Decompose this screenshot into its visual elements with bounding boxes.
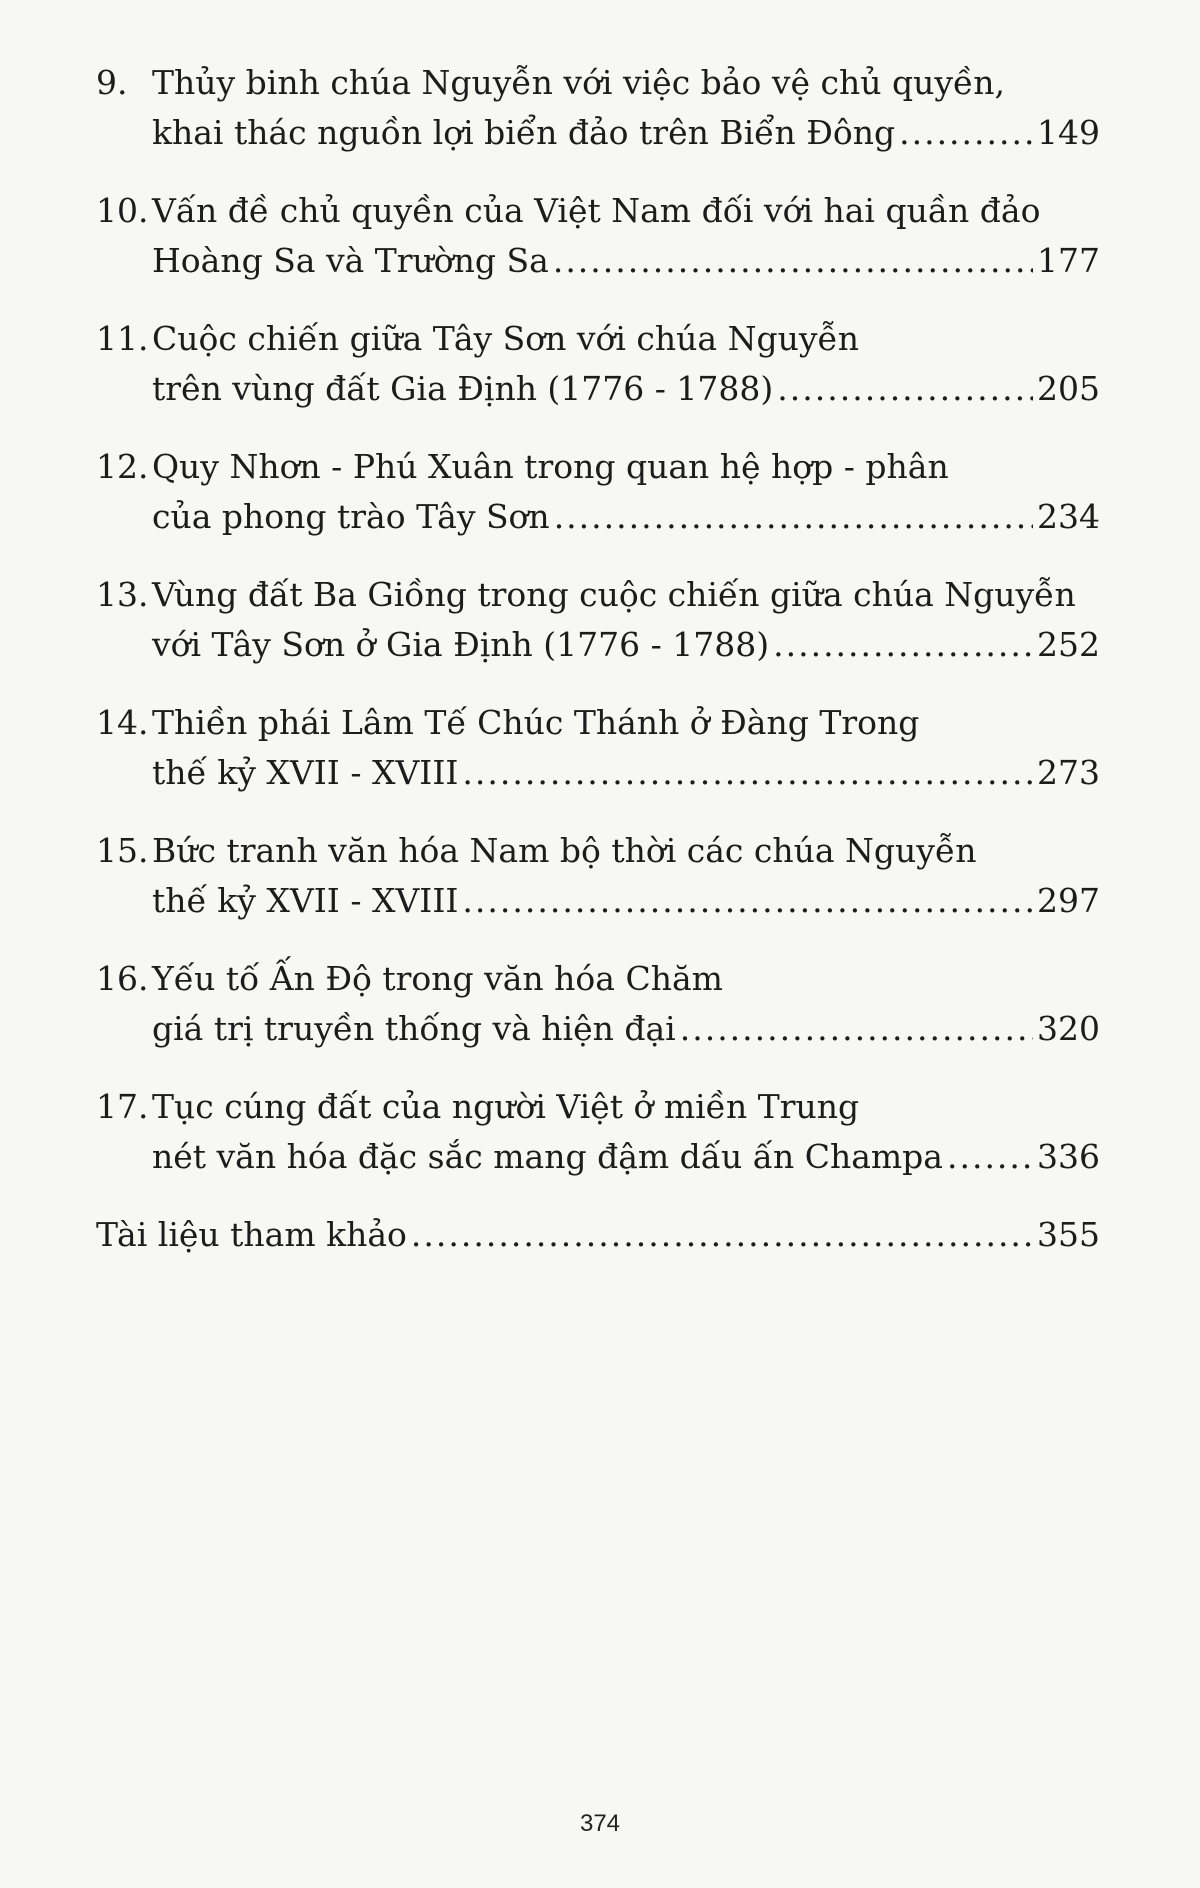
dot-leader [777, 364, 1033, 414]
dot-leader [462, 876, 1033, 926]
entry-title-line2: giá trị truyền thống và hiện đại [152, 1009, 676, 1048]
entry-title-line1: Vấn đề chủ quyền của Việt Nam đối với hai quần đảo [152, 191, 1041, 230]
entry-number: 9. [96, 63, 128, 102]
entry-number: 16. [96, 959, 149, 998]
entry-page-number: 205 [1037, 369, 1100, 408]
dot-leader [554, 492, 1033, 542]
dot-leader [411, 1210, 1033, 1260]
page-number: 374 [579, 1810, 621, 1837]
toc-entry-12 [96, 442, 1100, 542]
toc-entry-references [96, 1210, 1100, 1260]
entry-title-line2: Hoàng Sa và Trường Sa [152, 241, 549, 280]
entry-title-line1: Tục cúng đất của người Việt ở miền Trung [152, 1087, 860, 1126]
entry-number: 11. [96, 319, 149, 358]
entry-title-line2: của phong trào Tây Sơn [152, 497, 550, 536]
entry-title-line2: trên vùng đất Gia Định (1776 - 1788) [152, 369, 774, 408]
entry-number: 15. [96, 831, 149, 870]
references-page-number: 355 [1037, 1215, 1100, 1254]
entry-page-number: 234 [1037, 497, 1100, 536]
toc-entry-13 [96, 570, 1100, 670]
toc-entry-9 [96, 58, 1100, 158]
entry-page-number: 297 [1037, 881, 1100, 920]
entry-number: 12. [96, 447, 149, 486]
toc-entry-10 [96, 186, 1100, 286]
entry-title-line1: Thủy binh chúa Nguyễn với việc bảo vệ chủ quyền, [152, 63, 1006, 102]
entry-page-number: 273 [1037, 753, 1100, 792]
entry-title-line1: Cuộc chiến giữa Tây Sơn với chúa Nguyễn [152, 319, 860, 358]
dot-leader [773, 620, 1033, 670]
toc-entry-16 [96, 954, 1100, 1054]
entry-title-line2: khai thác nguồn lợi biển đảo trên Biển Đông [152, 113, 896, 152]
dot-leader [680, 1004, 1033, 1054]
entry-number: 10. [96, 191, 149, 230]
entry-title-line2: thế kỷ XVII - XVIII [152, 881, 459, 920]
dot-leader [462, 748, 1033, 798]
entry-number: 14. [96, 703, 149, 742]
entry-page-number: 149 [1037, 113, 1100, 152]
toc-entry-17 [96, 1082, 1100, 1182]
entry-page-number: 320 [1037, 1009, 1100, 1048]
dot-leader [899, 108, 1033, 158]
entry-title-line1: Yếu tố Ấn Độ trong văn hóa Chăm [152, 959, 723, 998]
toc-entry-15 [96, 826, 1100, 926]
toc-entry-14 [96, 698, 1100, 798]
table-of-contents [96, 58, 1100, 1288]
entry-title-line2: nét văn hóa đặc sắc mang đậm dấu ấn Champa [152, 1137, 943, 1176]
dot-leader [553, 236, 1033, 286]
entry-title-line1: Thiền phái Lâm Tế Chúc Thánh ở Đàng Trong [152, 703, 920, 742]
entry-title-line1: Vùng đất Ba Giồng trong cuộc chiến giữa chúa Nguyễn [152, 575, 1076, 614]
dot-leader [947, 1132, 1033, 1182]
toc-entry-11 [96, 314, 1100, 414]
entry-title-line2: thế kỷ XVII - XVIII [152, 753, 459, 792]
entry-number: 17. [96, 1087, 149, 1126]
entry-title-line1: Bức tranh văn hóa Nam bộ thời các chúa Nguyễn [152, 831, 977, 870]
references-label: Tài liệu tham khảo [96, 1215, 407, 1254]
entry-page-number: 177 [1037, 241, 1100, 280]
entry-page-number: 336 [1037, 1137, 1100, 1176]
entry-title-line1: Quy Nhơn - Phú Xuân trong quan hệ hợp - phân [152, 447, 949, 486]
entry-title-line2: với Tây Sơn ở Gia Định (1776 - 1788) [152, 625, 770, 664]
entry-page-number: 252 [1037, 625, 1100, 664]
entry-number: 13. [96, 575, 149, 614]
